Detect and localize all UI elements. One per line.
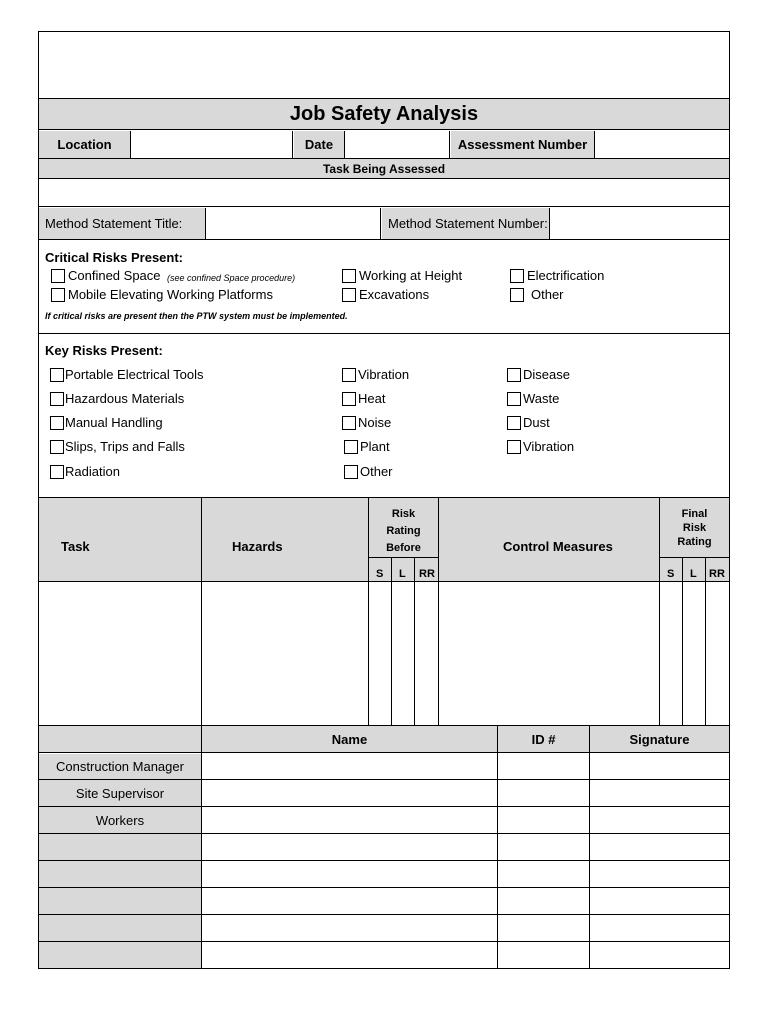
checkbox-label: Hazardous Materials: [65, 391, 185, 406]
divider: [682, 557, 683, 726]
checkbox-vibration[interactable]: [342, 368, 356, 382]
critical-risks-heading: Critical Risks Present:: [45, 250, 184, 265]
checkbox-label: Vibration: [358, 367, 410, 382]
divider: [38, 941, 730, 942]
checkbox-heat[interactable]: [342, 392, 356, 406]
date-field[interactable]: [346, 131, 450, 158]
checkbox-label: Other: [531, 287, 564, 302]
checkbox-label: Radiation: [65, 464, 120, 479]
hazards-cell[interactable]: [202, 583, 368, 725]
checkbox-plant[interactable]: [344, 440, 358, 454]
col-l-final: L: [690, 568, 697, 580]
page-title: Job Safety Analysis: [289, 102, 479, 125]
divider: [368, 557, 439, 558]
checkbox-label: Other: [360, 464, 393, 479]
confined-space-note: (see confined Space procedure): [167, 273, 296, 283]
divider: [38, 239, 730, 240]
role-site-supervisor: Site Supervisor: [75, 785, 165, 801]
task-label-bar: [39, 159, 729, 179]
risk-before-line: Before: [386, 542, 421, 554]
checkbox-label: Mobile Elevating Working Platforms: [68, 287, 273, 302]
divider: [38, 333, 730, 334]
checkbox-disease[interactable]: [507, 368, 521, 382]
task-label: Task Being Assessed: [322, 161, 446, 176]
checkbox-electrification[interactable]: [510, 269, 524, 283]
checkbox-radiation[interactable]: [50, 465, 64, 479]
col-final-rating: [660, 507, 729, 549]
risk-before-line: Risk: [391, 508, 416, 520]
checkbox-label: Confined Space: [68, 268, 161, 283]
divider: [414, 557, 415, 726]
divider: [589, 726, 590, 969]
task-cell[interactable]: [39, 583, 201, 725]
final-rating-line: Rating: [677, 536, 712, 548]
col-signature: Signature: [629, 732, 690, 747]
location-field[interactable]: [132, 131, 293, 158]
checkbox-label: Disease: [523, 367, 570, 382]
role-workers: Workers: [95, 812, 145, 828]
checkbox-vibration-2[interactable]: [507, 440, 521, 454]
col-rr-final: RR: [709, 568, 725, 580]
date-label-cell: [294, 131, 345, 158]
assessment-number-field[interactable]: [596, 131, 729, 158]
checkbox-critical-other[interactable]: [510, 288, 524, 302]
divider: [38, 860, 730, 861]
method-number-field[interactable]: [551, 208, 729, 239]
divider: [705, 557, 706, 726]
method-number-label: Method Statement Number:: [388, 216, 548, 231]
assessment-label-cell: [451, 131, 595, 158]
checkbox-dust[interactable]: [507, 416, 521, 430]
checkbox-noise[interactable]: [342, 416, 356, 430]
checkbox-key-other[interactable]: [344, 465, 358, 479]
divider: [497, 726, 498, 969]
col-name: Name: [331, 732, 368, 747]
checkbox-label: Vibration: [523, 439, 575, 454]
checkbox-label: Noise: [358, 415, 392, 430]
role-construction-manager: Construction Manager: [56, 758, 184, 774]
date-label: Date: [304, 137, 334, 152]
control-measures-cell[interactable]: [439, 583, 659, 725]
checkbox-confined-space[interactable]: [51, 269, 65, 283]
divider: [659, 557, 730, 558]
col-id: ID #: [531, 732, 556, 747]
col-rr-before: RR: [419, 568, 435, 580]
divider: [201, 726, 202, 969]
col-s-final: S: [667, 568, 675, 580]
method-title-label-cell: [39, 208, 206, 239]
location-label-cell: [39, 131, 131, 158]
location-label: Location: [57, 137, 112, 152]
col-hazards: Hazards: [232, 539, 283, 554]
col-risk-before: [369, 506, 438, 557]
checkbox-slips-trips-falls[interactable]: [50, 440, 64, 454]
checkbox-label: Heat: [358, 391, 386, 406]
final-rating-line: Final: [681, 508, 708, 520]
checkbox-waste[interactable]: [507, 392, 521, 406]
method-title-field[interactable]: [207, 208, 381, 239]
col-l-before: L: [399, 568, 406, 580]
checkbox-label: Portable Electrical Tools: [65, 367, 204, 382]
col-task: Task: [61, 539, 90, 554]
title-bar: [39, 99, 729, 130]
checkbox-label: Slips, Trips and Falls: [65, 439, 185, 454]
checkbox-label: Working at Height: [359, 268, 463, 283]
checkbox-excavations[interactable]: [342, 288, 356, 302]
risk-before-line: Rating: [386, 525, 421, 537]
divider: [38, 914, 730, 915]
checkbox-portable-electrical-tools[interactable]: [50, 368, 64, 382]
checkbox-hazardous-materials[interactable]: [50, 392, 64, 406]
checkbox-label: Electrification: [527, 268, 605, 283]
checkbox-label: Manual Handling: [65, 415, 163, 430]
checkbox-label: Dust: [523, 415, 550, 430]
key-risks-heading: Key Risks Present:: [45, 343, 163, 358]
checkbox-mewp[interactable]: [51, 288, 65, 302]
checkbox-manual-handling[interactable]: [50, 416, 64, 430]
method-number-label-cell: [382, 208, 550, 239]
task-field[interactable]: [39, 180, 729, 207]
col-control-measures: Control Measures: [503, 539, 613, 554]
divider: [391, 557, 392, 726]
checkbox-label: Plant: [360, 439, 390, 454]
checkbox-label: Excavations: [359, 287, 430, 302]
col-s-before: S: [376, 568, 384, 580]
ptw-note: If critical risks are present then the PTW system must be implemented.: [45, 311, 348, 321]
final-rating-line: Risk: [682, 522, 707, 534]
divider: [38, 887, 730, 888]
method-title-label: Method Statement Title:: [45, 216, 183, 231]
assessment-label: Assessment Number: [457, 137, 588, 152]
checkbox-label: Waste: [523, 391, 560, 406]
divider: [38, 833, 730, 834]
checkbox-working-at-height[interactable]: [342, 269, 356, 283]
